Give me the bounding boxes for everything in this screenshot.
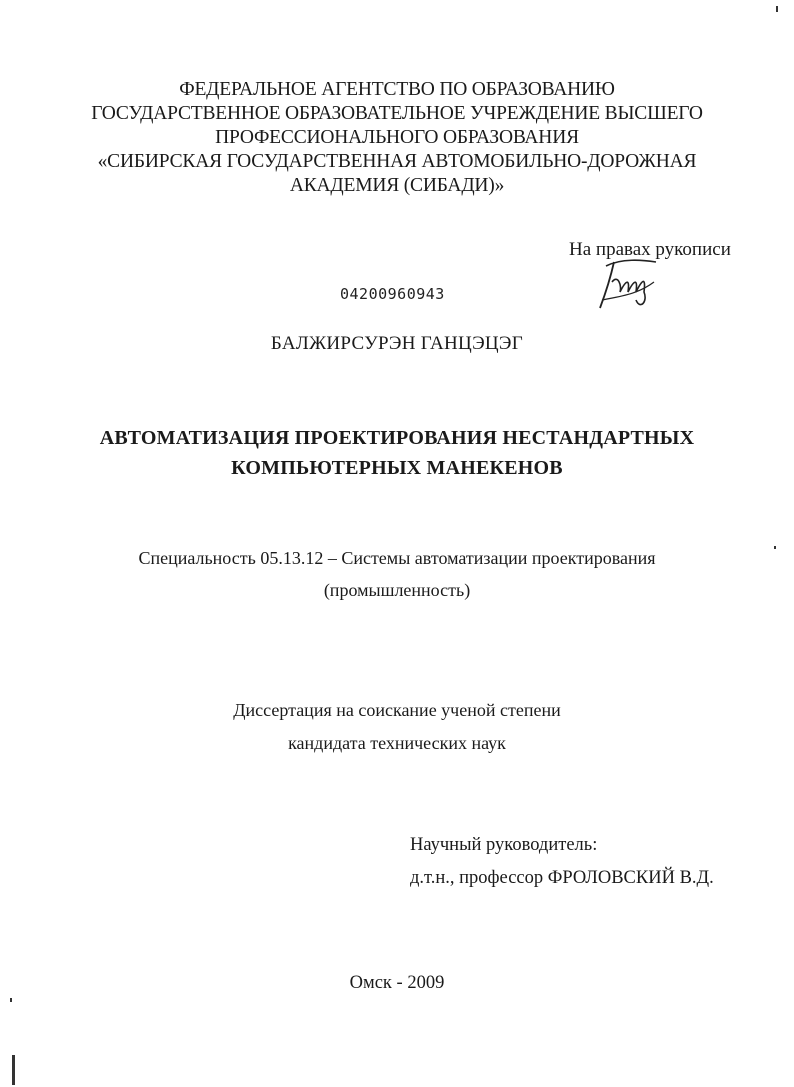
- specialty-line-2: (промышленность): [323, 580, 471, 600]
- title-line-1: АВТОМАТИЗАЦИЯ ПРОЕКТИРОВАНИЯ НЕСТАНДАРТНЫХ: [99, 427, 695, 449]
- degree-line-2: кандидата технических наук: [288, 733, 506, 753]
- signature-icon: [592, 252, 664, 314]
- degree-line-1: Диссертация на соискание ученой степени: [233, 700, 561, 720]
- author-name: БАЛЖИРСУРЭН ГАНЦЭЦЭГ: [270, 333, 524, 354]
- org-line-1: ФЕДЕРАЛЬНОЕ АГЕНТСТВО ПО ОБРАЗОВАНИЮ: [179, 79, 615, 100]
- org-line-5: АКАДЕМИЯ (СИБАДИ)»: [289, 175, 505, 196]
- title-line-2: КОМПЬЮТЕРНЫХ МАНЕКЕНОВ: [231, 457, 563, 479]
- scan-speck: [10, 998, 12, 1002]
- supervisor-label: Научный руководитель:: [410, 835, 598, 855]
- scan-speck-right: [774, 546, 776, 549]
- org-line-3: ПРОФЕССИОНАЛЬНОГО ОБРАЗОВАНИЯ: [215, 127, 579, 148]
- org-line-4: «СИБИРСКАЯ ГОСУДАРСТВЕННАЯ АВТОМОБИЛЬНО-ДОРОЖНАЯ: [97, 151, 697, 172]
- supervisor-name: д.т.н., профессор ФРОЛОВСКИЙ В.Д.: [410, 868, 714, 888]
- specialty-line-1: Специальность 05.13.12 – Системы автоматизации проектирования: [138, 548, 656, 568]
- place-year: Омск - 2009: [349, 973, 445, 993]
- registration-number: 04200960943: [340, 285, 445, 303]
- manuscript-note: На правах рукописи: [569, 239, 731, 260]
- org-line-2: ГОСУДАРСТВЕННОЕ ОБРАЗОВАТЕЛЬНОЕ УЧРЕЖДЕНИЕ ВЫСШЕГО: [91, 103, 703, 124]
- scan-speck-corner: [776, 6, 778, 12]
- scan-edge-mark: [12, 1055, 15, 1085]
